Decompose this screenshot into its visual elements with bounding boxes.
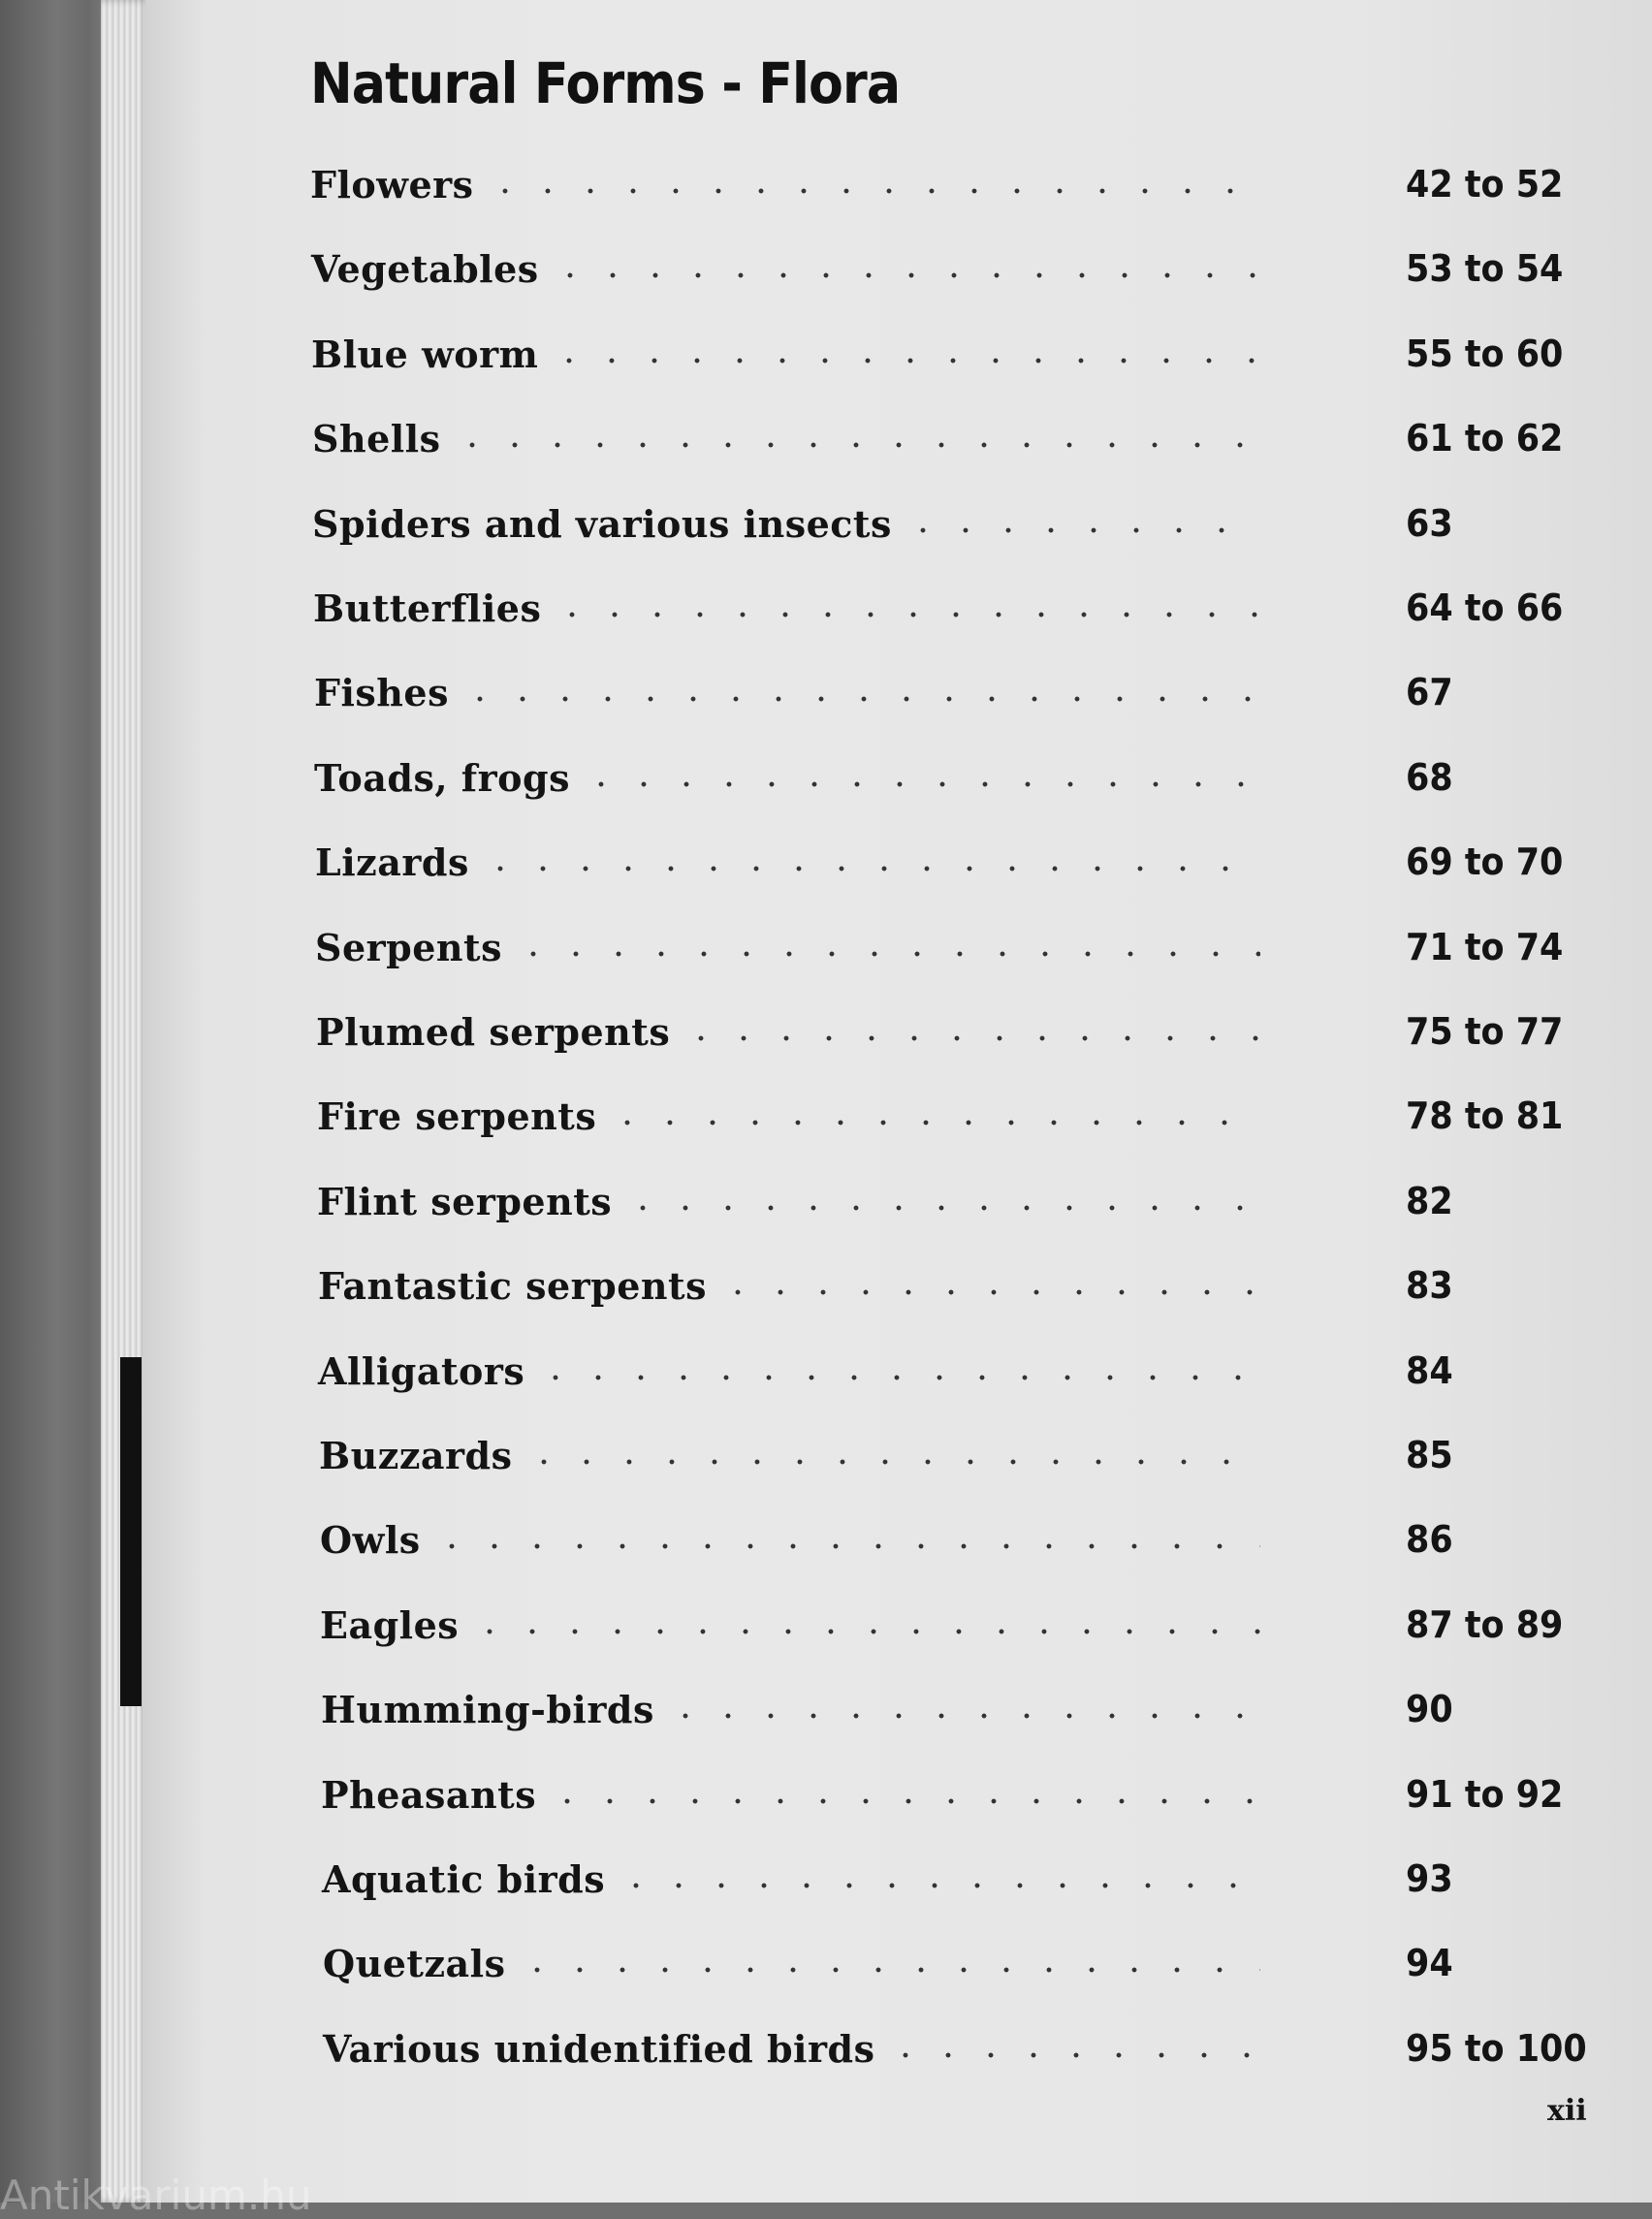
dot-leader <box>534 1374 1260 1381</box>
toc-entry <box>320 1510 1590 1569</box>
dot-leader <box>430 1542 1260 1550</box>
toc-entry <box>322 1850 1590 1908</box>
dot-leader <box>479 865 1260 872</box>
dot-leader <box>884 2051 1260 2059</box>
toc-entry <box>315 918 1590 976</box>
dot-leader <box>546 1797 1260 1805</box>
toc-entry-pages: 53 to 54 <box>1406 247 1564 290</box>
toc-entry-label: Lizards <box>315 840 469 884</box>
dot-leader <box>548 357 1260 365</box>
toc-entry-pages: 67 <box>1406 671 1453 713</box>
toc-entry-label: Owls <box>320 1517 421 1562</box>
toc-entry <box>317 1087 1590 1145</box>
toc-entry-pages: 78 to 81 <box>1406 1094 1564 1137</box>
toc-entry-pages: 42 to 52 <box>1406 163 1564 206</box>
toc-entry-pages: 83 <box>1406 1264 1453 1307</box>
toc-entry <box>319 1426 1590 1484</box>
dot-leader <box>468 1628 1260 1635</box>
toc-entry-label: Spiders and various insects <box>312 501 892 546</box>
watermark: Antikvarium.hu <box>0 2171 312 2219</box>
toc-entry <box>310 155 1590 213</box>
toc-entry-label: Buzzards <box>319 1433 513 1477</box>
page-number: xii <box>1547 2094 1587 2128</box>
dot-leader <box>716 1288 1260 1296</box>
toc-entry <box>316 1002 1590 1061</box>
toc-entry-label: Blue worm <box>311 332 539 376</box>
toc-entry-label: Fire serpents <box>317 1094 597 1138</box>
toc-entry-pages: 71 to 74 <box>1406 926 1564 968</box>
toc-entry <box>313 579 1590 637</box>
dot-leader <box>523 1458 1260 1466</box>
toc-entry-label: Aquatic birds <box>322 1856 606 1901</box>
toc-entry-pages: 95 to 100 <box>1406 2027 1587 2070</box>
dot-leader <box>902 526 1260 534</box>
dot-leader <box>484 187 1260 195</box>
toc-entry <box>321 1765 1590 1823</box>
toc-entry-pages: 55 to 60 <box>1406 333 1564 375</box>
toc-entry <box>318 1256 1590 1315</box>
toc-entry-label: Fishes <box>314 670 450 714</box>
toc-entry-pages: 90 <box>1406 1688 1453 1730</box>
toc-entry-label: Serpents <box>315 925 502 969</box>
toc-entry-label: Vegetables <box>311 246 539 291</box>
toc-entry <box>318 1342 1590 1400</box>
toc-entry <box>311 239 1590 298</box>
toc-entry-pages: 84 <box>1406 1349 1453 1392</box>
book-page-edges <box>101 0 151 2203</box>
dot-leader <box>551 611 1260 618</box>
dot-leader <box>549 271 1260 279</box>
toc-entry <box>312 409 1590 467</box>
toc-entry-pages: 68 <box>1406 756 1453 799</box>
toc-entry <box>317 1172 1590 1230</box>
toc-entry-label: Alligators <box>318 1348 525 1393</box>
dot-leader <box>680 1034 1260 1042</box>
toc-entry-pages: 61 to 62 <box>1406 417 1564 460</box>
toc-entry <box>311 325 1590 383</box>
dot-leader <box>580 780 1260 788</box>
toc-entry-pages: 75 to 77 <box>1406 1010 1564 1053</box>
toc-entry-label: Flint serpents <box>317 1179 613 1223</box>
toc-entry <box>323 1934 1590 1992</box>
toc-entry-label: Humming-birds <box>321 1687 654 1731</box>
toc-entry-label: Quetzals <box>323 1941 506 1985</box>
toc-entry-pages: 69 to 70 <box>1406 840 1564 883</box>
toc-entry <box>314 663 1590 721</box>
toc-entry <box>314 748 1590 807</box>
dot-leader <box>664 1712 1260 1720</box>
dot-leader <box>451 441 1260 449</box>
toc-entry-pages: 82 <box>1406 1180 1453 1222</box>
toc-entry-label: Butterflies <box>313 586 542 630</box>
toc-entry-label: Plumed serpents <box>316 1009 671 1054</box>
toc-entry-label: Eagles <box>320 1602 460 1647</box>
section-heading: Natural Forms - Flora <box>310 50 901 116</box>
dot-leader <box>459 695 1260 703</box>
toc-entry-pages: 94 <box>1406 1942 1453 1984</box>
toc-entry-pages: 85 <box>1406 1434 1453 1476</box>
toc-entry <box>312 494 1590 553</box>
underlying-page-print <box>120 1357 142 1706</box>
toc-entry <box>321 1680 1590 1738</box>
toc-entry-pages: 64 to 66 <box>1406 586 1564 629</box>
toc-entry-label: Pheasants <box>321 1772 537 1817</box>
dot-leader <box>606 1119 1260 1126</box>
toc-entry-pages: 63 <box>1406 502 1453 545</box>
toc-entry-label: Fantastic serpents <box>318 1263 707 1308</box>
toc-entry-label: Toads, frogs <box>314 755 570 800</box>
toc-entry-pages: 86 <box>1406 1518 1453 1561</box>
toc-entry-label: Flowers <box>310 162 474 206</box>
toc-entry <box>320 1596 1590 1654</box>
toc-entry-pages: 87 to 89 <box>1406 1603 1564 1646</box>
toc-entry <box>323 2019 1590 2077</box>
toc-entry-label: Shells <box>312 416 441 460</box>
dot-leader <box>512 950 1260 958</box>
toc-entry-label: Various unidentified birds <box>323 2026 875 2071</box>
toc-entry-pages: 91 to 92 <box>1406 1773 1564 1816</box>
dot-leader <box>516 1966 1261 1974</box>
dot-leader <box>621 1204 1260 1212</box>
dot-leader <box>615 1882 1260 1889</box>
toc-entry <box>315 833 1590 891</box>
toc-entry-pages: 93 <box>1406 1857 1453 1900</box>
